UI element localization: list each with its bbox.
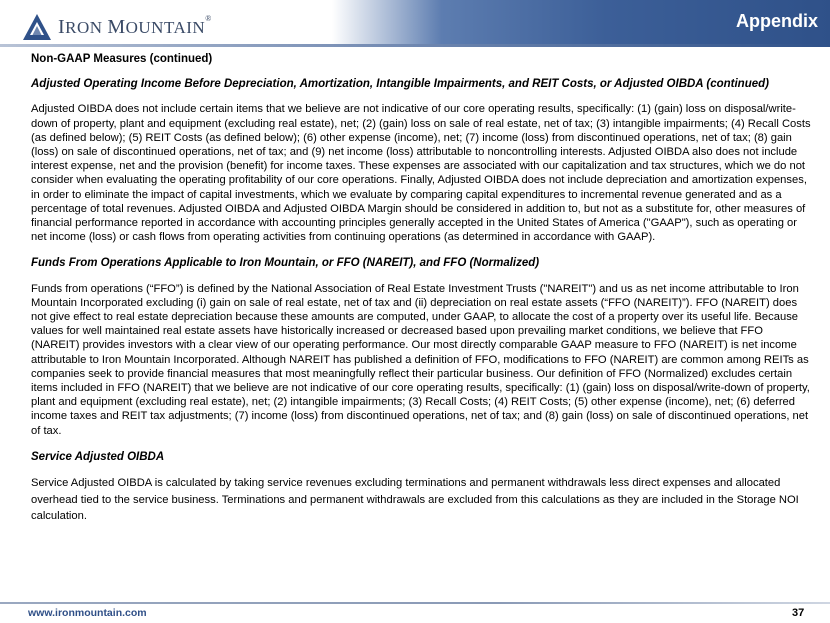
iron-mountain-logo <box>22 12 212 42</box>
subheading-service-oibda: Service Adjusted OIBDA <box>31 450 165 463</box>
paragraph-service-oibda: Service Adjusted OIBDA is calculated by taking service revenues excluding terminations and permanent withdrawals less direct expenses and allocated overhead tied to the service business. Terminations and permanent withdrawals are excluded from this calculations as they are included in the Storage NOI calculation. <box>31 477 799 523</box>
logo-wordmark: IRON MOUNTAIN® <box>58 13 212 38</box>
paragraph-adjusted-oibda: Adjusted OIBDA does not include certain items that we believe are not indicative of our core operating results, specifically: (1) (gain) loss on disposal/write-down of property, plant and equipment (excluding real estate), net; (2) (gain) loss on sale of real estate, net of tax; (3) intangible impairments; (4) Recall Costs (as defined below); (5) REIT Costs (as defined below); (6) other expense (income), net; (7) income (loss) from discontinued operations, net of tax; (8) gain (loss) on sale of discontinued operations, net of tax; and (9) net income (loss) attributable to noncontrolling interests. Adjusted OIBDA also does not include interest expense, net and the provision (benefit) for income taxes. These expenses are associated with our capitalization and tax structures, which we do not consider when evaluating the operating profitability of our core operations. Finally, Adjusted OIBDA does not include depreciation and amortization expenses, in order to eliminate the impact of capital investments, which we evaluate by comparing capital expenditures to incremental revenue generated and as a percentage of total revenues. Adjusted OIBDA and Adjusted OIBDA Margin should be considered in addition to, but not as a substitute for, other measures of financial performance reported in accordance with accounting principles generally accepted in the United States of America ("GAAP"), such as operating or net income (loss) or cash flows from operating activities from continuing operations (as determined in accordance with GAAP). <box>31 103 811 244</box>
footer-divider <box>0 602 830 604</box>
subheading-ffo: Funds From Operations Applicable to Iron Mountain, or FFO (NAREIT), and FFO (Normalized) <box>31 257 540 270</box>
subheading-adjusted-oibda: Adjusted Operating Income Before Depreciation, Amortization, Intangible Impairments, and REIT Costs, or Adjusted OIBDA (continued) <box>31 78 769 91</box>
mountain-logo-icon <box>22 13 52 41</box>
footer-website-link[interactable]: www.ironmountain.com <box>28 607 147 619</box>
document-body <box>31 52 811 525</box>
section-title: Appendix <box>735 11 818 31</box>
header-divider <box>0 44 830 47</box>
paragraph-ffo: Funds from operations (“FFO”) is defined by the National Association of Real Estate Investment Trusts ("NAREIT") and us as net income attributable to Iron Mountain Incorporated excluding (i) gain on sale of real estate, net of tax and (ii) depreciation on real estate assets (“FFO (NAREIT)”). FFO (NAREIT) does not give effect to real estate depreciation because these amounts are computed, under GAAP, to allocate the cost of a property over its useful life. Because values for well maintained real estate assets have historically increased or decreased based upon prevailing market conditions, we believe that FFO (NAREIT) provides investors with a clear view of our operating performance. Our most directly comparable GAAP measure to FFO (NAREIT) is net income attributable to Iron Mountain Incorporated. Although NAREIT has published a definition of FFO, modifications to FFO (NAREIT) are common among REITs as companies seek to provide financial measures that most meaningfully reflect their particular business. Our definition of FFO (Normalized) excludes certain items included in FFO (NAREIT) that we believe are not indicative of our core operating results, specifically: (1) (gain) loss on disposal/write-down of property, plant and equipment (excluding real estate), net; (2) intangible impairments; (3) Recall Costs; (4) REIT Costs; (5) other expense (income), net; (6) deferred income taxes and REIT tax adjustments; (7) income (loss) from discontinued operations, net of tax; and (8) gain (loss) on sale of discontinued operations, net of tax. <box>31 282 810 437</box>
page-number: 37 <box>792 607 805 619</box>
page-heading: Non-GAAP Measures (continued) <box>31 53 213 65</box>
